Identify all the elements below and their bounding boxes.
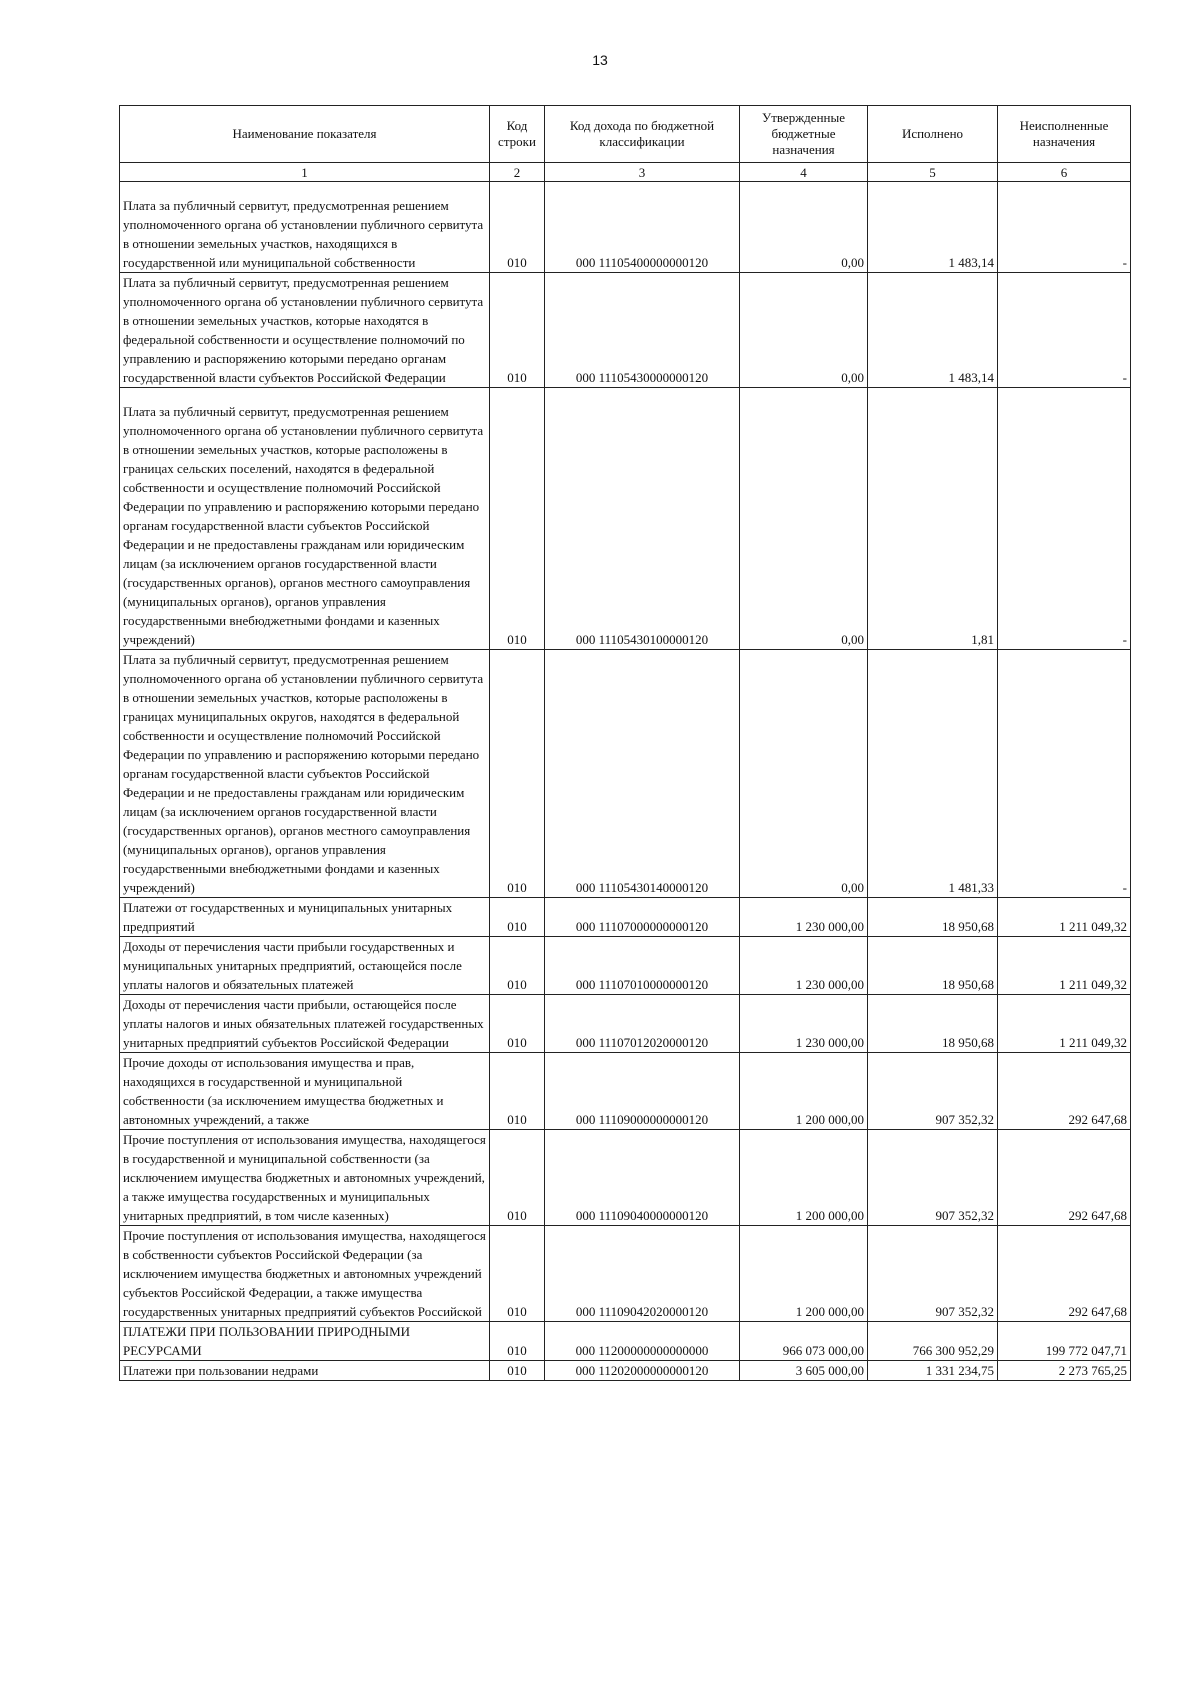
unexecuted-amount: 292 647,68	[998, 1130, 1131, 1226]
line-code: 010	[490, 995, 545, 1053]
approved-amount: 0,00	[740, 182, 868, 273]
header-code: Код строки	[490, 106, 545, 163]
line-code: 010	[490, 388, 545, 650]
line-code: 010	[490, 1053, 545, 1130]
line-code: 010	[490, 1322, 545, 1361]
executed-amount: 1,81	[868, 388, 998, 650]
approved-amount: 1 200 000,00	[740, 1053, 868, 1130]
budget-code: 000 11105400000000120	[545, 182, 740, 273]
unexecuted-amount: -	[998, 388, 1131, 650]
budget-code: 000 11202000000000120	[545, 1361, 740, 1381]
line-code: 010	[490, 937, 545, 995]
indicator-name: Доходы от перечисления части прибыли, остающейся после уплаты налогов и иных обязательных платежей государственных унитарных предприятий субъектов Российской Федерации	[120, 995, 490, 1053]
line-code: 010	[490, 1361, 545, 1381]
approved-amount: 0,00	[740, 650, 868, 898]
budget-code: 000 11109000000000120	[545, 1053, 740, 1130]
table-row	[120, 182, 1131, 273]
column-number: 2	[490, 163, 545, 182]
unexecuted-amount: -	[998, 650, 1131, 898]
budget-code: 000 11105430140000120	[545, 650, 740, 898]
unexecuted-amount: -	[998, 273, 1131, 388]
table-row	[120, 273, 1131, 388]
indicator-name: Прочие поступления от использования имущества, находящегося в государственной и муниципальной собственности (за исключением имущества бюджетных и автономных учреждений, а также имущества государственных и муниципальных унитарных предприятий, в том числе казенных)	[120, 1130, 490, 1226]
indicator-name: Плата за публичный сервитут, предусмотренная решением уполномоченного органа об установлении публичного сервитута в отношении земельных участков, которые находятся в федеральной собственности и осуществление полномочий по управлению и распоряжению которыми передано органам государственной власти субъектов Российской Федерации	[120, 273, 490, 388]
table-row	[120, 995, 1131, 1053]
executed-amount: 18 950,68	[868, 937, 998, 995]
approved-amount: 1 200 000,00	[740, 1130, 868, 1226]
line-code: 010	[490, 1226, 545, 1322]
column-number: 3	[545, 163, 740, 182]
table-row	[120, 388, 1131, 650]
header-approved: Утвержденные бюджетные назначения	[740, 106, 868, 163]
budget-code: 000 11109040000000120	[545, 1130, 740, 1226]
executed-amount: 907 352,32	[868, 1053, 998, 1130]
approved-amount: 3 605 000,00	[740, 1361, 868, 1381]
budget-code: 000 11107010000000120	[545, 937, 740, 995]
indicator-name: Доходы от перечисления части прибыли государственных и муниципальных унитарных предприятий, остающейся после уплаты налогов и обязательных платежей	[120, 937, 490, 995]
approved-amount: 966 073 000,00	[740, 1322, 868, 1361]
unexecuted-amount: 292 647,68	[998, 1226, 1131, 1322]
table-row	[120, 1322, 1131, 1361]
budget-code: 000 11200000000000000	[545, 1322, 740, 1361]
line-code: 010	[490, 182, 545, 273]
column-number: 4	[740, 163, 868, 182]
line-code: 010	[490, 898, 545, 937]
approved-amount: 1 200 000,00	[740, 1226, 868, 1322]
approved-amount: 1 230 000,00	[740, 898, 868, 937]
indicator-name: Прочие поступления от использования имущества, находящегося в собственности субъектов Российской Федерации (за исключением имущества бюджетных и автономных учреждений субъектов Российской Федерации, а также имущества государственных унитарных предприятий субъектов Российской	[120, 1226, 490, 1322]
table-row	[120, 1053, 1131, 1130]
header-name: Наименование показателя	[120, 106, 490, 163]
executed-amount: 907 352,32	[868, 1130, 998, 1226]
column-number: 1	[120, 163, 490, 182]
indicator-name: Платежи при пользовании недрами	[120, 1361, 490, 1381]
executed-amount: 18 950,68	[868, 898, 998, 937]
executed-amount: 1 481,33	[868, 650, 998, 898]
indicator-name: Прочие доходы от использования имущества и прав, находящихся в государственной и муниципальной собственности (за исключением имущества бюджетных и автономных учреждений, а также	[120, 1053, 490, 1130]
table-row	[120, 1226, 1131, 1322]
revenue-report-table	[119, 105, 1131, 1381]
table-row	[120, 650, 1131, 898]
indicator-name: Плата за публичный сервитут, предусмотренная решением уполномоченного органа об установлении публичного сервитута в отношении земельных участков, которые расположены в границах сельских поселений, находятся в федеральной собственности и осуществление полномочий Российской Федерации по управлению и распоряжению которыми передано органам государственной власти субъектов Российской Федерации и не предоставлены гражданам или юридическим лицам (за исключением органов государственной власти (государственных органов), органов местного самоуправления (муниципальных органов), органов управления государственными внебюджетными фондами и казенных учреждений)	[120, 388, 490, 650]
indicator-name: ПЛАТЕЖИ ПРИ ПОЛЬЗОВАНИИ ПРИРОДНЫМИ РЕСУРСАМИ	[120, 1322, 490, 1361]
approved-amount: 1 230 000,00	[740, 995, 868, 1053]
table-row	[120, 1130, 1131, 1226]
unexecuted-amount: -	[998, 182, 1131, 273]
unexecuted-amount: 1 211 049,32	[998, 995, 1131, 1053]
table-row	[120, 937, 1131, 995]
budget-code: 000 11109042020000120	[545, 1226, 740, 1322]
indicator-name: Плата за публичный сервитут, предусмотренная решением уполномоченного органа об установлении публичного сервитута в отношении земельных участков, находящихся в государственной или муниципальной собственности	[120, 182, 490, 273]
unexecuted-amount: 292 647,68	[998, 1053, 1131, 1130]
indicator-name: Плата за публичный сервитут, предусмотренная решением уполномоченного органа об установлении публичного сервитута в отношении земельных участков, которые расположены в границах муниципальных округов, находятся в федеральной собственности и осуществление полномочий Российской Федерации по управлению и распоряжению которыми передано органам государственной власти субъектов Российской Федерации и не предоставлены гражданам или юридическим лицам (за исключением органов государственной власти (государственных органов), органов местного самоуправления (муниципальных органов), органов управления государственными внебюджетными фондами и казенных учреждений)	[120, 650, 490, 898]
header-executed: Исполнено	[868, 106, 998, 163]
approved-amount: 1 230 000,00	[740, 937, 868, 995]
column-number: 6	[998, 163, 1131, 182]
column-number: 5	[868, 163, 998, 182]
header-kbk: Код дохода по бюджетной классификации	[545, 106, 740, 163]
approved-amount: 0,00	[740, 388, 868, 650]
executed-amount: 766 300 952,29	[868, 1322, 998, 1361]
header-row	[120, 106, 1131, 163]
budget-code: 000 11107000000000120	[545, 898, 740, 937]
executed-amount: 18 950,68	[868, 995, 998, 1053]
unexecuted-amount: 199 772 047,71	[998, 1322, 1131, 1361]
executed-amount: 1 331 234,75	[868, 1361, 998, 1381]
unexecuted-amount: 2 273 765,25	[998, 1361, 1131, 1381]
unexecuted-amount: 1 211 049,32	[998, 937, 1131, 995]
budget-code: 000 11105430100000120	[545, 388, 740, 650]
indicator-name: Платежи от государственных и муниципальных унитарных предприятий	[120, 898, 490, 937]
page-number: 13	[592, 52, 608, 68]
column-number-row	[120, 163, 1131, 182]
executed-amount: 1 483,14	[868, 182, 998, 273]
executed-amount: 1 483,14	[868, 273, 998, 388]
line-code: 010	[490, 650, 545, 898]
table-row	[120, 1361, 1131, 1381]
line-code: 010	[490, 1130, 545, 1226]
unexecuted-amount: 1 211 049,32	[998, 898, 1131, 937]
budget-code: 000 11105430000000120	[545, 273, 740, 388]
budget-code: 000 11107012020000120	[545, 995, 740, 1053]
approved-amount: 0,00	[740, 273, 868, 388]
line-code: 010	[490, 273, 545, 388]
table-row	[120, 898, 1131, 937]
header-unexecuted: Неисполненные назначения	[998, 106, 1131, 163]
executed-amount: 907 352,32	[868, 1226, 998, 1322]
